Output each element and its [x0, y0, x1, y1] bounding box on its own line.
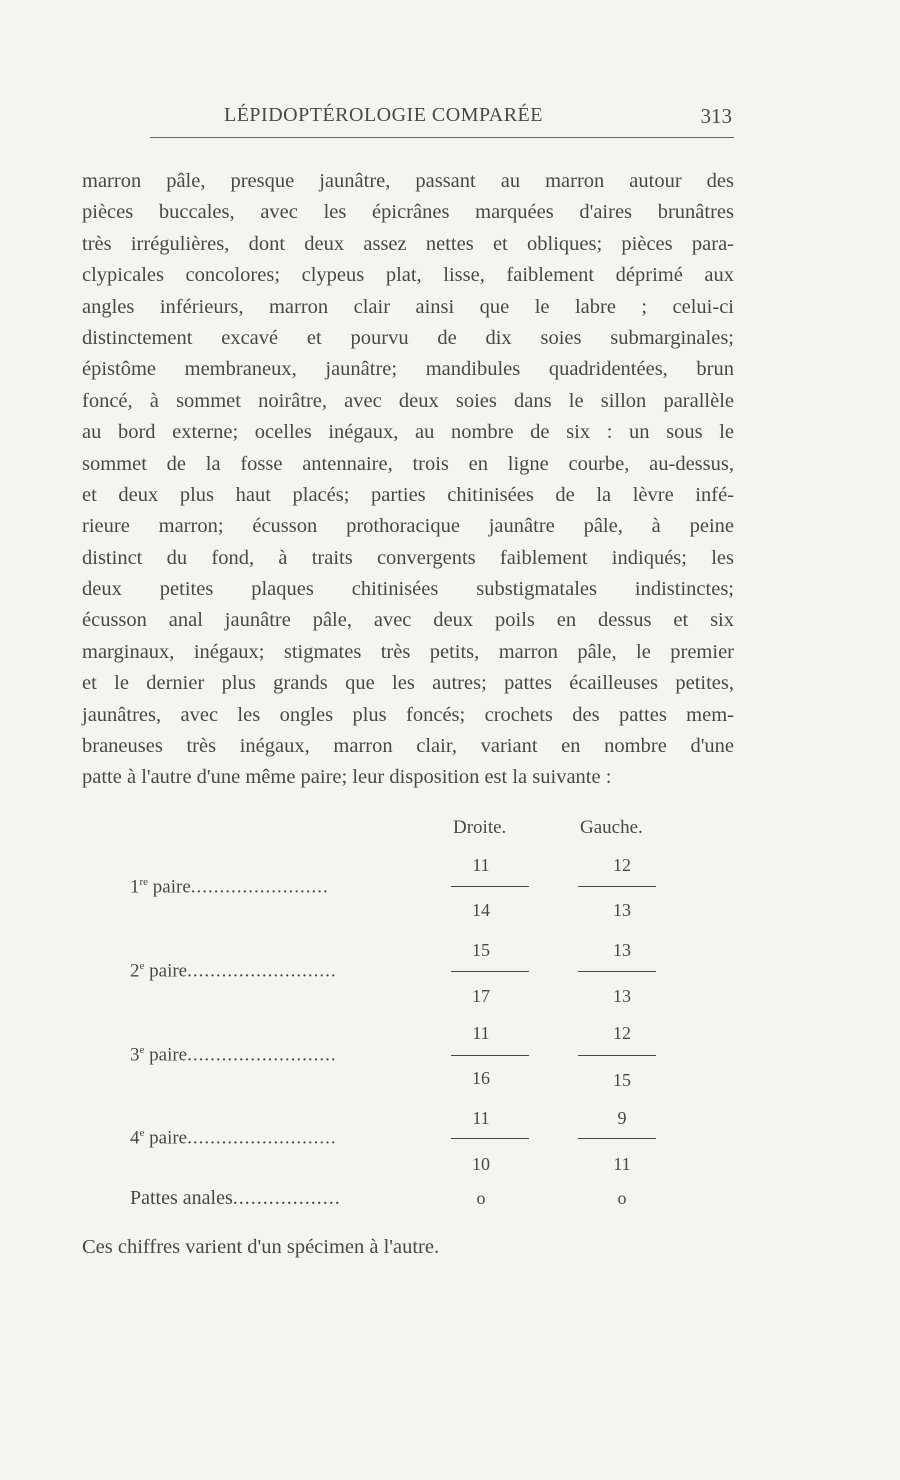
- fraction-bar: [578, 1138, 656, 1139]
- text-line: et deux plus haut placés; parties chitinisées de la lèvre infé-: [82, 483, 734, 506]
- column-header-droite: Droite.: [453, 817, 507, 838]
- left-bottom-value: 13: [613, 986, 631, 1006]
- left-bottom-value: 13: [613, 900, 631, 920]
- left-bottom-value: 15: [613, 1070, 631, 1090]
- left-bottom-value: 11: [613, 1154, 631, 1174]
- row-label-paire-1: 1re paire........................: [130, 876, 329, 898]
- text-line: distinctement excavé et pourvu de dix soies submarginales;: [82, 326, 734, 349]
- row-label-pattes-anales: Pattes anales..................: [130, 1187, 341, 1209]
- text-line: sommet de la fosse antennaire, trois en ligne courbe, au-dessus,: [82, 452, 734, 475]
- page-number: 313: [700, 104, 732, 128]
- anal-right-value: o: [476, 1188, 486, 1208]
- right-top-value: 11: [472, 855, 490, 875]
- left-top-value: 9: [617, 1108, 627, 1128]
- fraction-bar: [451, 1055, 529, 1056]
- right-bottom-value: 14: [472, 900, 490, 920]
- right-bottom-value: 17: [472, 986, 490, 1006]
- header-rule: [150, 137, 734, 138]
- text-line: angles inférieurs, marron clair ainsi que le labre ; celui-ci: [82, 295, 734, 318]
- fraction-bar: [451, 886, 529, 887]
- left-top-value: 13: [613, 940, 631, 960]
- text-line: patte à l'autre d'une même paire; leur disposition est la suivante :: [82, 766, 612, 789]
- closing-sentence: Ces chiffres varient d'un spécimen à l'autre.: [82, 1236, 440, 1258]
- left-top-value: 12: [613, 1023, 631, 1043]
- body-paragraph: [82, 166, 734, 794]
- text-line: rieure marron; écusson prothoracique jaunâtre pâle, à peine: [82, 515, 734, 538]
- text-line: pièces buccales, avec les épicrânes marquées d'aires brunâtres: [82, 201, 734, 224]
- text-line: jaunâtres, avec les ongles plus foncés; crochets des pattes mem-: [82, 703, 734, 726]
- text-line: écusson anal jaunâtre pâle, avec deux poils en dessus et six: [82, 609, 734, 632]
- right-top-value: 15: [472, 940, 490, 960]
- fraction-bar: [451, 971, 529, 972]
- running-title: LÉPIDOPTÉROLOGIE COMPARÉE: [224, 104, 543, 126]
- text-line: clypicales concolores; clypeus plat, lisse, faiblement déprimé aux: [82, 264, 734, 287]
- right-bottom-value: 16: [472, 1068, 490, 1088]
- text-line: deux petites plaques chitinisées substigmatales indistinctes;: [82, 578, 734, 601]
- fraction-bar: [451, 1138, 529, 1139]
- anal-left-value: o: [617, 1188, 627, 1208]
- fraction-bar: [578, 971, 656, 972]
- fraction-bar: [578, 1055, 656, 1056]
- right-top-value: 11: [472, 1108, 490, 1128]
- fraction-bar: [578, 886, 656, 887]
- column-header-gauche: Gauche.: [580, 817, 643, 838]
- right-bottom-value: 10: [472, 1154, 490, 1174]
- text-line: marron pâle, presque jaunâtre, passant au marron autour des: [82, 170, 734, 192]
- row-label-paire-3: 3e paire..........................: [130, 1044, 337, 1066]
- text-line: au bord externe; ocelles inégaux, au nombre de six : un sous le: [82, 421, 734, 444]
- running-header: [82, 104, 732, 134]
- text-line: braneuses très inégaux, marron clair, variant en nombre d'une: [82, 735, 734, 758]
- right-top-value: 11: [472, 1023, 490, 1043]
- left-top-value: 12: [613, 855, 631, 875]
- row-label-paire-2: 2e paire..........................: [130, 960, 337, 982]
- text-line: foncé, à sommet noirâtre, avec deux soies dans le sillon parallèle: [82, 389, 734, 412]
- text-line: distinct du fond, à traits convergents faiblement indiqués; les: [82, 546, 734, 569]
- text-line: très irrégulières, dont deux assez nettes et obliques; pièces para-: [82, 232, 734, 255]
- text-line: marginaux, inégaux; stigmates très petits, marron pâle, le premier: [82, 640, 734, 663]
- row-label-paire-4: 4e paire..........................: [130, 1127, 337, 1149]
- text-line: et le dernier plus grands que les autres; pattes écailleuses petites,: [82, 672, 734, 695]
- text-line: épistôme membraneux, jaunâtre; mandibules quadridentées, brun: [82, 358, 734, 381]
